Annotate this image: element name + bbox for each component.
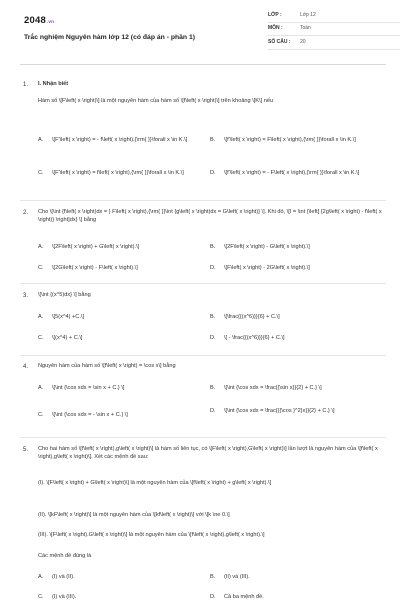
- option-text: \[F\left( x \right) - 2G\left( x \right).\]: [224, 265, 310, 271]
- option-letter: C.: [38, 335, 44, 341]
- option-letter: A.: [38, 244, 44, 250]
- section-heading: I. Nhận biết: [38, 81, 69, 87]
- option-d[interactable]: [210, 265, 380, 273]
- meta-key: LỚP :: [268, 11, 282, 18]
- option-letter: B.: [210, 244, 216, 250]
- option-text: \[\int {\cos xdx = \frac{{{\cos }^2}x}}{2} + C.} \]: [224, 408, 335, 414]
- option-c[interactable]: [38, 412, 198, 420]
- question-divider: [20, 283, 386, 284]
- logo-suffix: .vn: [46, 19, 55, 24]
- question-divider: [20, 437, 386, 438]
- meta-key: MÔN :: [268, 25, 283, 32]
- question-text: Hàm số \[F\left( x \right)\] là một nguyên hàm của hàm số \[f\left( x \right)\] trên khoảng \[K\] nếu: [38, 97, 274, 104]
- question-text: \[\int {(x^5)dx} \] bằng: [38, 292, 91, 298]
- option-text: \[f'\left( x \right) = F\left( x \right),{\rm{ }}\forall x \in K.\]: [224, 137, 356, 143]
- question-divider: [20, 200, 386, 201]
- option-b[interactable]: [210, 244, 380, 252]
- option-letter: B.: [210, 137, 216, 143]
- question-3: [20, 292, 386, 352]
- page-title: Trắc nghiệm Nguyên hàm lớp 12 (có đáp án - phần 1): [24, 34, 196, 41]
- option-letter: B.: [210, 574, 216, 580]
- option-letter: A.: [38, 385, 44, 391]
- question-text: Cho hai hàm số \[f\left( x \right),g\left( x \right)\] là hàm số liên tục, có \[F\left( x \right),G\left( x \right)\] lần lượt là nguyên hàm của \[f\left( x \right),g\left( x \right)\]. Xét các mệnh đề sau:: [38, 446, 378, 460]
- option-letter: D.: [210, 594, 216, 600]
- option-text: (II) và (III).: [224, 574, 250, 580]
- question-number: 3.: [23, 293, 29, 299]
- option-letter: A.: [38, 137, 44, 143]
- logo-text: 2048: [24, 15, 46, 26]
- option-a[interactable]: [38, 244, 198, 252]
- option-text: \[ - \frac{{(x^6)}}{6} + C.\]: [224, 335, 285, 341]
- option-text: \[2G\left( x \right) - F\left( x \right).\]: [52, 265, 138, 271]
- option-text: \[F'\left( x \right) = - f\left( x \right),{\rm{ }}\forall x \in K.\]: [52, 137, 188, 143]
- question-number: 5.: [23, 447, 29, 453]
- question-2: [20, 209, 386, 284]
- option-b[interactable]: [210, 385, 380, 393]
- option-letter: D.: [210, 408, 216, 414]
- option-a[interactable]: [38, 385, 198, 393]
- option-text: Cả ba mệnh đề.: [224, 594, 264, 600]
- option-letter: C.: [38, 265, 44, 271]
- option-letter: C.: [38, 412, 44, 418]
- option-letter: D.: [210, 170, 216, 176]
- question-number: 1.: [23, 82, 29, 88]
- option-d[interactable]: [210, 170, 380, 178]
- option-text: \[2F\left( x \right) + G\left( x \right).\]: [52, 244, 140, 250]
- option-c[interactable]: [38, 335, 198, 343]
- option-text: \[5(x^4) +C.\]: [52, 314, 85, 320]
- option-c[interactable]: [38, 265, 198, 273]
- meta-value: Lớp 12: [300, 11, 316, 18]
- question-number: 4.: [23, 364, 29, 370]
- question-prompt: Các mệnh đề đúng là: [38, 553, 92, 559]
- option-c[interactable]: [38, 594, 198, 600]
- option-text: \[\int {\cos xdx = \frac{{\sin x}}{2} + C.} \]: [224, 385, 322, 391]
- option-text: \[2F\left( x \right) - G\left( x \right).\]: [224, 244, 310, 250]
- option-text: \[f'\left( x \right) = - F\left( x \right),{\rm{ }}\forall x \in K.\]: [224, 170, 360, 176]
- option-letter: D.: [210, 335, 216, 341]
- statement-1: (I). \[F\left( x \right) + G\left( x \right)\] là một nguyên hàm của \[f\left( x \right) + g\left( x \right).\]: [38, 480, 272, 486]
- question-5: [20, 446, 386, 600]
- option-c[interactable]: [38, 170, 198, 178]
- option-d[interactable]: [210, 408, 380, 416]
- option-a[interactable]: [38, 137, 198, 145]
- option-letter: C.: [38, 170, 44, 176]
- statement-3: (III). \[F\left( x \right).G\left( x \right)\] là một nguyên hàm của \[f\left( x \right).g\left( x \right).\]: [38, 532, 265, 538]
- question-text: Nguyên hàm của hàm số \[f\left( x \right) = \cos x\] bằng: [38, 363, 176, 369]
- option-a[interactable]: [38, 314, 198, 322]
- question-4: [20, 363, 386, 433]
- option-text: \[\int {\cos xdx = \sin x + C.} \]: [52, 385, 125, 391]
- meta-value: 20: [300, 38, 306, 45]
- option-letter: B.: [210, 385, 216, 391]
- option-letter: C.: [38, 594, 44, 600]
- question-number: 2.: [23, 210, 29, 216]
- option-letter: D.: [210, 265, 216, 271]
- option-text: (I) và (III).: [52, 594, 77, 600]
- option-text: \[\frac{{(x^6)}}{6} + C.\]: [224, 314, 280, 320]
- option-letter: A.: [38, 314, 44, 320]
- option-b[interactable]: [210, 137, 380, 145]
- option-text: \[\int {\cos xdx = - \sin x + C.} \]: [52, 412, 128, 418]
- option-b[interactable]: [210, 574, 380, 582]
- meta-value: Toán: [300, 25, 311, 32]
- option-a[interactable]: [38, 574, 198, 582]
- option-text: \[F'\left( x \right) = f\left( x \right),{\rm{ }}\forall x \in K.\]: [52, 170, 184, 176]
- option-text: (I) và (II).: [52, 574, 75, 580]
- question-divider: [20, 355, 386, 356]
- question-1: [20, 81, 386, 201]
- option-letter: A.: [38, 574, 44, 580]
- question-text: Cho \[\int {f\left( x \right)dx = } F\left( x \right),{\rm{ }}\int {g\left( x \right)dx = G\left( x \right)} \]. Khi đó, \[I = \int {\left[ {2g\left( x \right) - f\left( x \right)} \right]dx} \] bằng: [38, 209, 382, 223]
- statement-2: (II). \[kF\left( x \right)\] là một nguyên hàm của \[kf\left( x \right)\] với \[k \ne 0.\]: [38, 512, 230, 518]
- option-d[interactable]: [210, 594, 380, 600]
- option-letter: B.: [210, 314, 216, 320]
- option-d[interactable]: [210, 335, 380, 343]
- meta-key: SỐ CÂU :: [268, 38, 291, 45]
- option-b[interactable]: [210, 314, 380, 322]
- option-text: \[(x^4) + C.\]: [52, 335, 83, 341]
